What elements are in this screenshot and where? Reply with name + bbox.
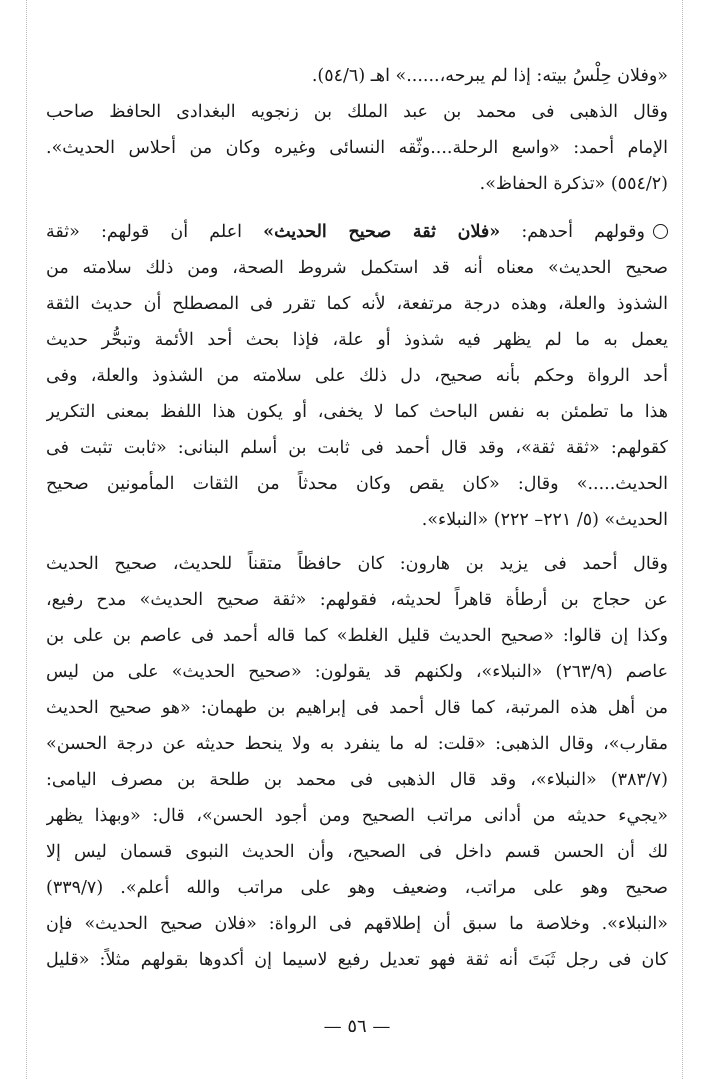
text-line-11: كقولهم: «ثقة ثقة»، وقد قال أحمد فى ثابت بن أسلم البنانى: «ثابت تثبت فى xyxy=(46,438,668,458)
text-line-2: وقال الذهبى فى محمد بن عبد الملك بن زنجويه البغدادى الحافظ صاحب xyxy=(46,102,668,122)
text-line-20: (٣٨٣/٧) «النبلاء»، وقد قال الذهبى فى محمد بن طلحة بن مصرف اليامى: xyxy=(46,770,668,790)
page-edge-right xyxy=(682,0,683,1079)
text-line-5 xyxy=(46,214,668,250)
text-line-6: صحيح الحديث» معناه أنه قد استكمل شروط الصحة، ومن ذلك سلامته من xyxy=(46,258,668,278)
section-heading-text: وقولهم أحدهم: «فلان ثقة صحيح الحديث» اعلم أن قولهم: «ثقة xyxy=(46,222,645,242)
text-line-23: صحيح وهو على مراتب، وضعيف وهو على مراتب والله أعلم». (٣٣٩/٧) xyxy=(46,878,668,898)
page-edge-left xyxy=(26,0,27,1079)
circle-bullet-icon xyxy=(653,224,668,239)
text-line-15: عن حجاج بن أرطأة قاهراً لحديثه، فقولهم: «ثقة صحيح الحديث» مدح رفيع، xyxy=(46,590,668,610)
text-line-21: «يجيء حديثه من أدانى مراتب الصحيح ومن أجود الحسن»، قال: «وبهذا يظهر xyxy=(46,806,668,826)
text-line-12: الحديث.....» وقال: «كان يقص وكان محدثاً من الثقات المأمونين صحيح xyxy=(46,474,668,494)
text-line-1: «وفلان حِلْسُ بيته: إذا لم يبرحه،......» اهـ (٥٤/٦). xyxy=(311,66,668,86)
page-number: — ٥٦ — xyxy=(323,1016,391,1037)
text-line-4: (٥٥٤/٢) «تذكرة الحفاظ». xyxy=(479,174,668,194)
text-line-8: يعمل به ما لم يظهر فيه شذوذ أو علة، فإذا بحث أحد الأئمة وتبحُّر حديث xyxy=(46,330,668,350)
text-line-10: هذا ما تطمئن به نفس الباحث كما لا يخفى، أو يكون هذا اللفظ بمعنى التكرير xyxy=(46,402,668,422)
text-line-7: الشذوذ والعلة، وهذه درجة مرتفعة، لأنه كما تقرر فى المصطلح أن حديث الثقة xyxy=(46,294,668,314)
text-line-19: مقارب»، وقال الذهبى: «قلت: له ما ينفرد به ولا ينحط حديثه عن درجة الحسن» xyxy=(46,734,668,754)
text-line-22: لك أن الحسن قسم داخل فى الصحيح، وأن الحديث النبوى قسمان ليس إلا xyxy=(46,842,668,862)
bold-phrase: «فلان ثقة صحيح الحديث» xyxy=(263,222,501,242)
text-line-16: وكذا إن قالوا: «صحيح الحديث قليل الغلط» كما قاله أحمد فى عاصم بن على بن xyxy=(46,626,668,646)
text-line-13: الحديث» (٥/ ٢٢١– ٢٢٢) «النبلاء». xyxy=(421,510,668,530)
text-line-25: كان فى رجل ثَبَتَ أنه ثقة فهو تعديل رفيع لاسيما إن أكدوها بقولهم مثلاً: «قليل xyxy=(46,950,668,970)
text-line-3: الإمام أحمد: «واسع الرحلة....وثّقه النسائى وغيره وكان من أحلاس الحديث». xyxy=(46,138,668,158)
text-line-9: أحد الرواة وحكم بأنه صحيح، دل ذلك على سلامته من الشذوذ والعلة، وفى xyxy=(46,366,668,386)
text-line-17: عاصم (٢٦٣/٩) «النبلاء»، ولكنهم قد يقولون: «صحيح الحديث» على من ليس xyxy=(46,662,668,682)
text-line-14: وقال أحمد فى يزيد بن هارون: كان حافظاً متقناً للحديث، صحيح الحديث xyxy=(46,554,668,574)
text-line-18: من أهل هذه المرتبة، كما قال أحمد فى إبراهيم بن طهمان: «هو صحيح الحديث xyxy=(46,698,668,718)
text-line-24: «النبلاء». وخلاصة ما سبق أن إطلاقهم فى الرواة: «فلان صحيح الحديث» فإن xyxy=(46,914,668,934)
